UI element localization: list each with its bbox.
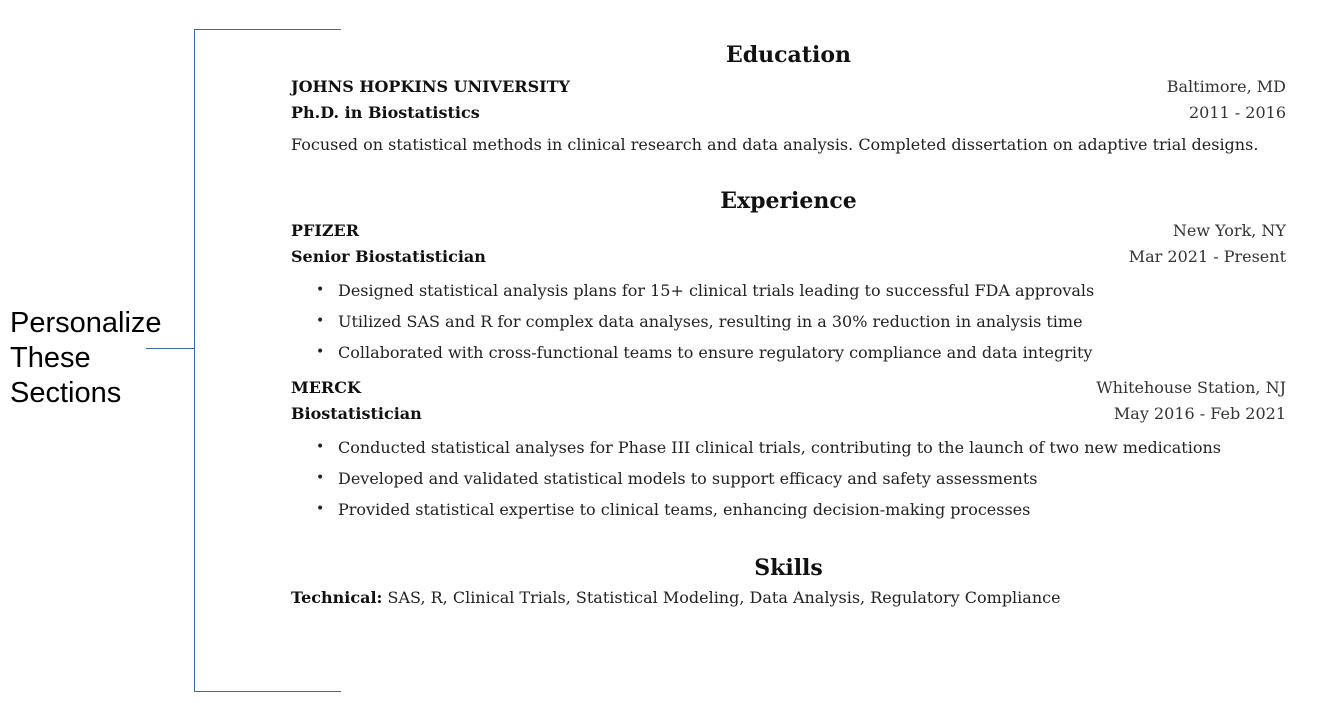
- skills-section: [291, 553, 1286, 611]
- annotation-line-2: These: [10, 342, 91, 374]
- resume-body: [291, 40, 1286, 611]
- bracket-top-line: [194, 29, 341, 30]
- job-dates: Mar 2021 - Present: [1128, 247, 1286, 266]
- education-heading: Education: [726, 42, 851, 68]
- job-dates: May 2016 - Feb 2021: [1113, 404, 1286, 423]
- job-company-row: [291, 375, 1286, 401]
- education-school-row: [291, 74, 1286, 100]
- job-bullet-list: [291, 432, 1286, 525]
- skills-label: Technical:: [291, 588, 383, 607]
- job-bullet: • Designed statistical analysis plans for 15+ clinical trials leading to successful FDA approvals: [316, 275, 1286, 306]
- job-bullet: • Utilized SAS and R for complex data analyses, resulting in a 30% reduction in analysis time: [316, 306, 1286, 337]
- job-bullet: • Developed and validated statistical models to support efficacy and safety assessments: [316, 463, 1286, 494]
- job-entry-merck: [291, 375, 1286, 525]
- job-location: Whitehouse Station, NJ: [1096, 378, 1286, 397]
- skills-heading: Skills: [754, 555, 823, 581]
- bracket-vertical-line: [194, 29, 195, 691]
- job-title: Senior Biostatistician: [291, 247, 486, 266]
- education-description: Focused on statistical methods in clinical research and data analysis. Completed dissertation on adaptive trial designs.: [291, 135, 1259, 154]
- experience-heading: Experience: [720, 188, 857, 214]
- school-name: JOHNS HOPKINS UNIVERSITY: [291, 77, 570, 96]
- job-title-row: [291, 244, 1286, 270]
- education-section: [291, 40, 1286, 158]
- job-title-row: [291, 401, 1286, 427]
- job-bullet: • Provided statistical expertise to clinical teams, enhancing decision-making processes: [316, 494, 1286, 525]
- degree-name: Ph.D. in Biostatistics: [291, 103, 480, 122]
- job-location: New York, NY: [1172, 221, 1286, 240]
- annotation-line-3: Sections: [10, 377, 122, 409]
- job-entry-pfizer: [291, 218, 1286, 368]
- skills-value: SAS, R, Clinical Trials, Statistical Modeling, Data Analysis, Regulatory Compliance: [387, 588, 1061, 607]
- bracket-bottom-line: [194, 691, 341, 692]
- annotation-label: [10, 306, 180, 411]
- education-degree-row: [291, 100, 1286, 126]
- job-bullet-list: [291, 275, 1286, 368]
- job-company-row: [291, 218, 1286, 244]
- degree-dates: 2011 - 2016: [1188, 103, 1286, 122]
- job-bullet: • Collaborated with cross-functional teams to ensure regulatory compliance and data integrity: [316, 337, 1286, 368]
- job-company: PFIZER: [291, 221, 360, 240]
- job-title: Biostatistician: [291, 404, 422, 423]
- skills-line: [291, 585, 1286, 611]
- experience-section: [291, 186, 1286, 525]
- annotation-line-1: Personalize: [10, 307, 162, 339]
- job-company: MERCK: [291, 378, 361, 397]
- job-bullet: • Conducted statistical analyses for Phase III clinical trials, contributing to the launch of two new medications: [316, 432, 1286, 463]
- school-location: Baltimore, MD: [1166, 77, 1286, 96]
